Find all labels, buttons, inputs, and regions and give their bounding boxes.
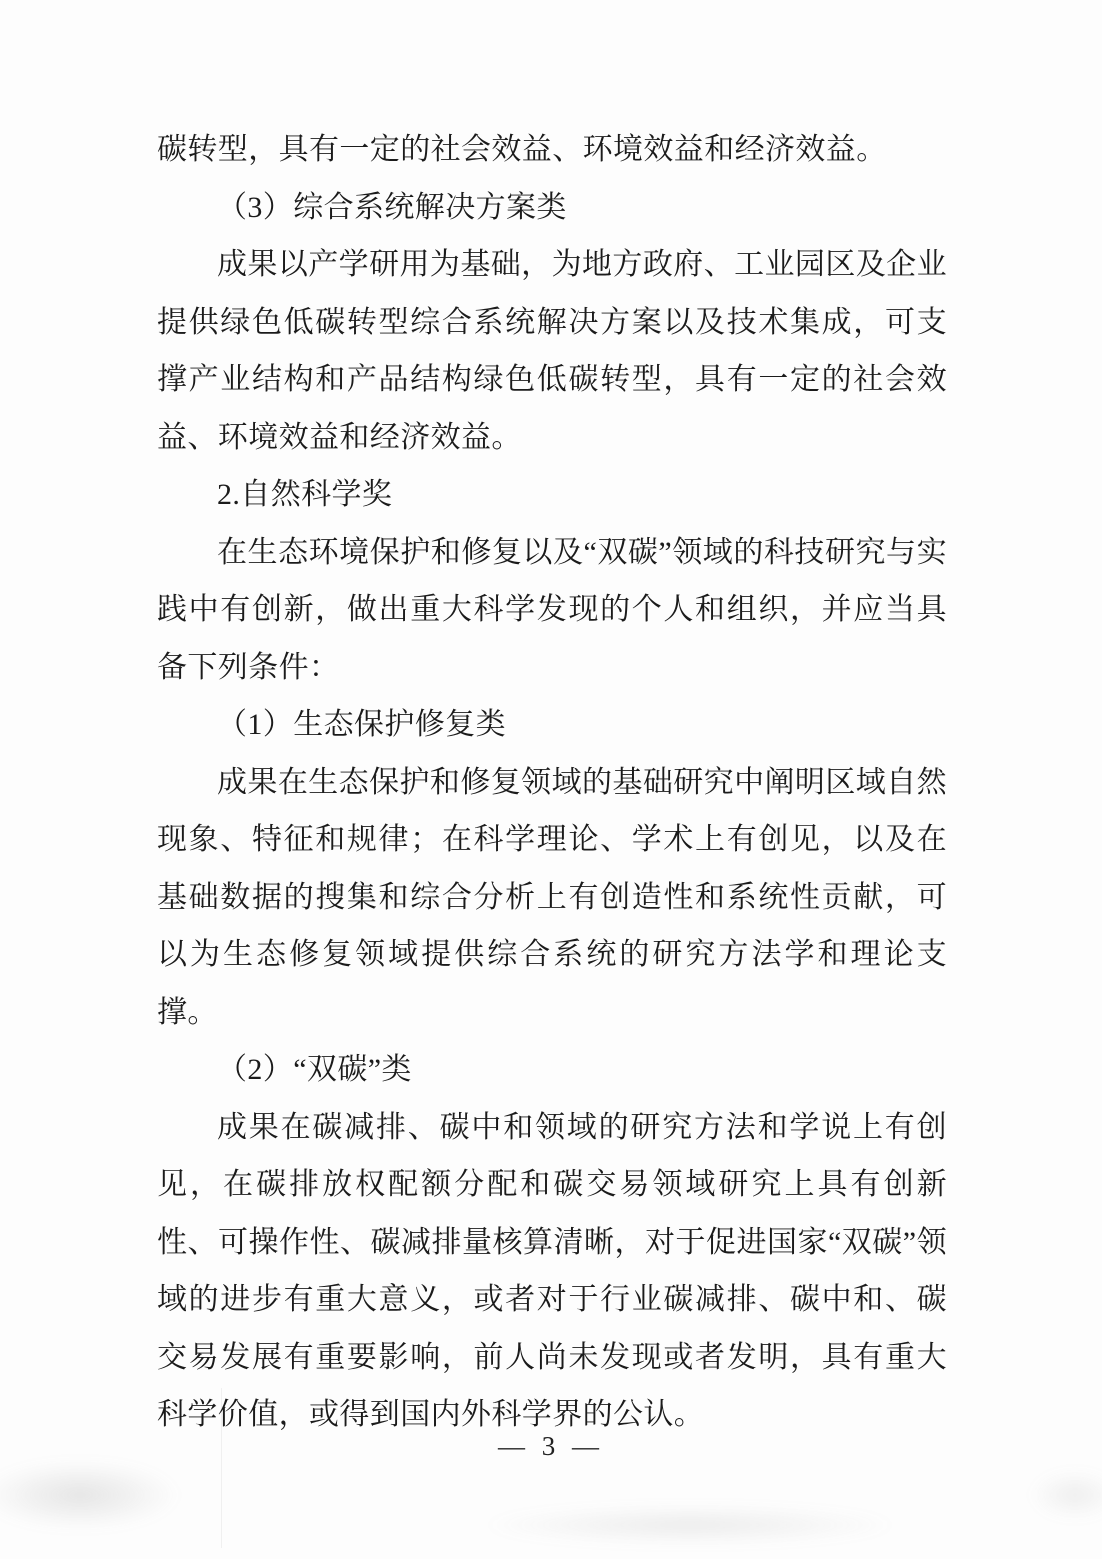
paragraph-dual-carbon: 成果在碳减排、碳中和领域的研究方法和学说上有创见，在碳排放权配额分配和碳交易领域研究上具有创新性、可操作性、碳减排量核算清晰，对于促进国家“双碳”领域的进步有重大意义，或者对于行业碳减排、碳中和、碳交易发展有重要影响，前人尚未发现或者发明，具有重大科学价值，或得到国内外科学界的公认。	[157, 1110, 947, 1431]
page-number: — 3 —	[498, 1431, 604, 1461]
scan-smudge	[0, 1460, 180, 1530]
document-body	[157, 121, 947, 1444]
paragraph-comprehensive-system-solutions: 成果以产学研用为基础，为地方政府、工业园区及企业提供绿色低碳转型综合系统解决方案以及技术集成，可支撑产业结构和产品结构绿色低碳转型，具有一定的社会效益、环境效益和经济效益。	[157, 248, 947, 454]
paragraph-ecological-protection-restoration: 成果在生态保护和修复领域的基础研究中阐明区域自然现象、特征和规律；在科学理论、学术上有创见，以及在基础数据的搜集和综合分析上有创造性和系统性贡献，可以为生态修复领域提供综合系统的研究方法学和理论支撑。	[157, 765, 947, 1029]
heading-2-natural-science-award: 2.自然科学奖	[217, 478, 393, 511]
scan-smudge	[1030, 1470, 1102, 1520]
paragraph-carryover: 碳转型，具有一定的社会效益、环境效益和经济效益。	[157, 133, 887, 166]
heading-item-1-ecological-protection-restoration: （1）生态保护修复类	[217, 708, 506, 741]
heading-item-2-dual-carbon: （2）“双碳”类	[217, 1053, 412, 1086]
paragraph-natural-science-award-intro: 在生态环境保护和修复以及“双碳”领域的科技研究与实践中有创新，做出重大科学发现的个人和组织，并应当具备下列条件：	[157, 535, 947, 684]
heading-item-3-comprehensive-system-solutions: （3）综合系统解决方案类	[217, 190, 567, 224]
scan-smudge	[480, 1505, 900, 1545]
